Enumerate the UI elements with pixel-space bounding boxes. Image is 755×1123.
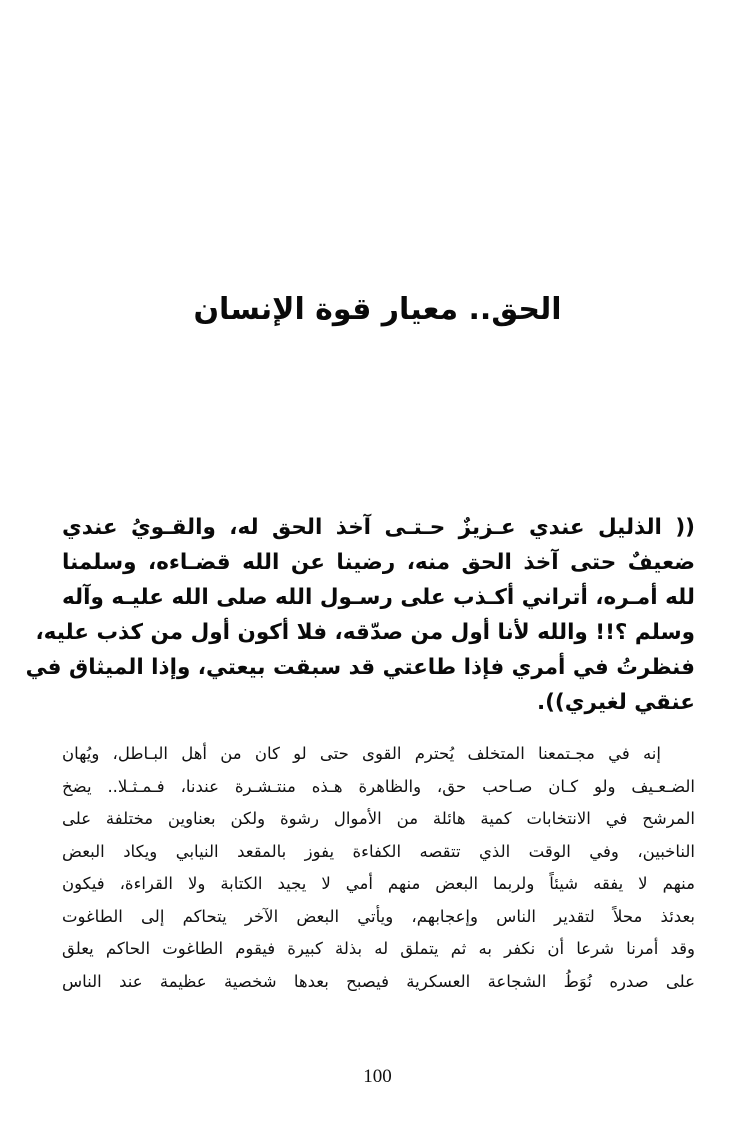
quote-line: فنظرتُ في أمري فإذا طاعتي قد سبقت بيعتي، وإذا الميثاق في: [25, 655, 695, 680]
body-line: الضـعـيف ولو كـان صـاحب حق، والظاهرة هـذه منتـشـرة عندنا، فـمـثـلا.. يضخ: [62, 776, 695, 796]
quote-block: [25, 510, 695, 720]
quote-line: وسلم ؟!! والله لأنا أول من صدّقه، فلا أكون أول من كذب عليه،: [35, 620, 695, 645]
body-line: منهم لا يفقه شيئاً ولربما البعض منهم أمي لا يجيد الكتابة ولا القراءة، فيكون: [62, 874, 695, 893]
quote-line: لله أمـره، أتراني أكـذب على رسـول الله صلى الله عليـه وآله: [62, 585, 695, 610]
body-line: الناخبين، وفي الوقت الذي تتقصه الكفاءة يفوز بالمقعد النيابي ويكاد البعض: [62, 841, 695, 861]
quote-line: ضعيفٌ حتى آخذ الحق منه، رضينا عن الله قضـاءه، وسلمنا: [62, 550, 695, 575]
body-line: بعدئذ محلاً لتقدير الناس وإعجابهم، ويأتي البعض الآخر يتحاكم إلى الطاغوت: [62, 906, 695, 926]
body-paragraph: [62, 738, 695, 998]
body-line: على صدره نُوَطُ الشجاعة العسكرية فيصبح بعدها شخصية عظيمة عند الناس: [62, 971, 695, 991]
quote-line: عنقي لغيري)).: [536, 690, 695, 715]
chapter-title: الحق.. معيار قوة الإنسان: [193, 292, 562, 327]
quote-line: (( الذليل عندي عـزيزٌ حـتـى آخذ الحق له، والقـويُ عندي: [62, 515, 695, 540]
body-line: وقد أمرنا شرعا أن نكفر به ثم يتملق له بذلة كبيرة فيقوم الطاغوت الحاكم يعلق: [62, 939, 695, 958]
body-line: إنه في مجـتمعنا المتخلف يُحترم القوى حتى لو كان من أهل البـاطل، ويُهان: [62, 744, 661, 763]
body-line: المرشح في الانتخابات كمية هائلة من الأموال رشوة ولكن بعناوين مختلفة على: [62, 809, 695, 828]
page-number: 100: [363, 1066, 392, 1087]
